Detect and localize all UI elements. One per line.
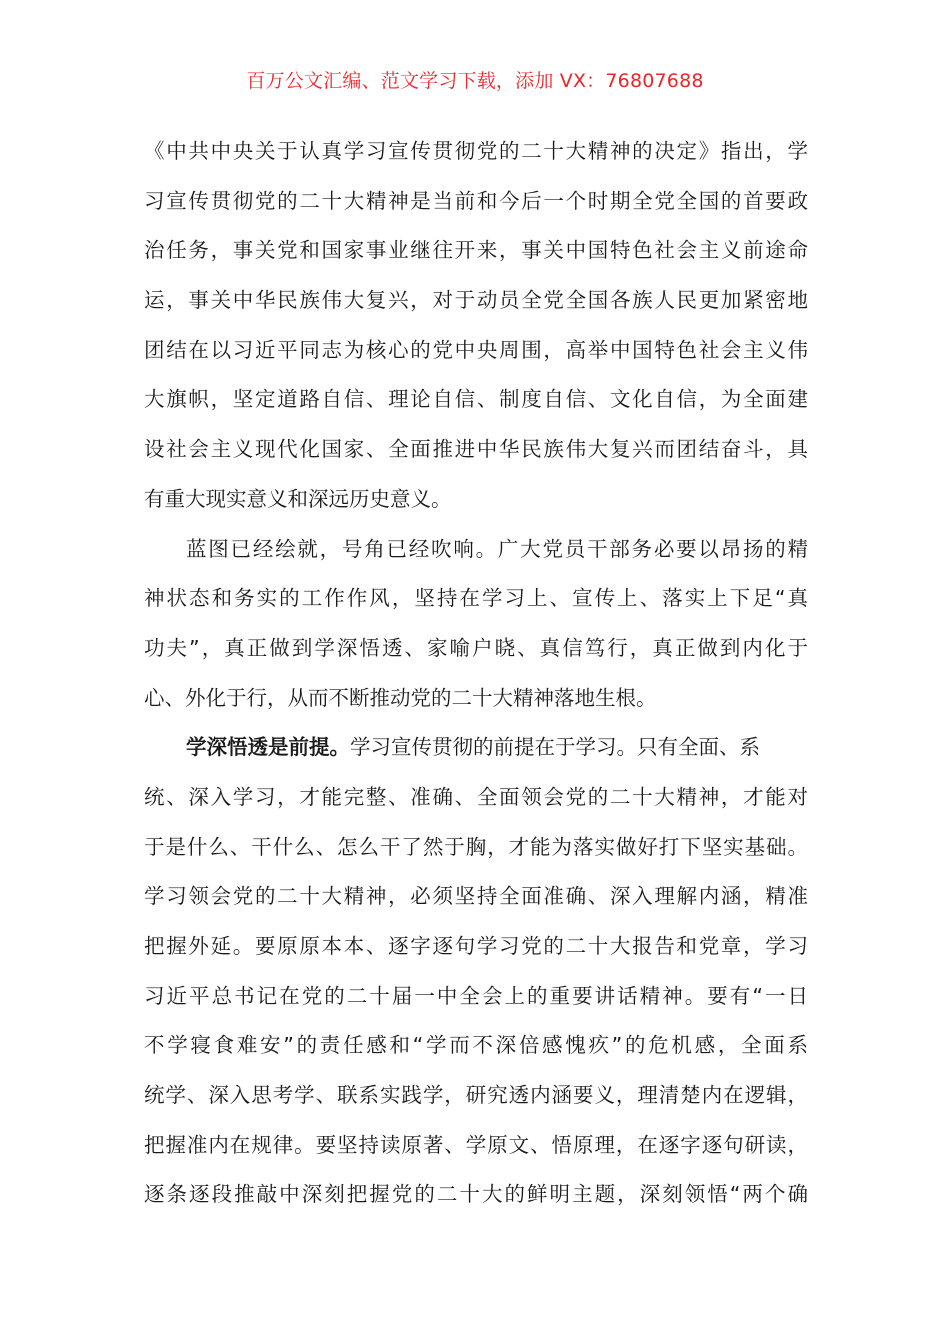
watermark-header: 百万公文汇编、范文学习下载，添加 VX：76807688 [246, 70, 704, 92]
text-line: 蓝图已经绘就，号角已经吹响。广大党员干部务必要以昂扬的精 [186, 536, 808, 561]
document-body [144, 131, 808, 1224]
text-line: 大旗帜，坚定道路自信、理论自信、制度自信、文化自信，为全面建 [144, 387, 808, 412]
text-line: 设社会主义现代化国家、全面推进中华民族伟大复兴而团结奋斗，具 [144, 437, 808, 462]
text-line: 习近平总书记在党的二十届一中全会上的重要讲话精神。要有“一日 [144, 983, 808, 1008]
paragraph-lead-heading: 学深悟透是前提。 [186, 735, 350, 760]
text-line: 把握准内在规律。要坚持读原著、学原文、悟原理，在逐字逐句研读， [144, 1132, 808, 1157]
text-line: 运，事关中华民族伟大复兴，对于动员全党全国各族人民更加紧密地 [144, 288, 808, 313]
text-line: 统、深入学习，才能完整、准确、全面领会党的二十大精神，才能对 [144, 784, 808, 809]
text-line: 统学、深入思考学、联系实践学，研究透内涵要义，理清楚内在逻辑， [144, 1083, 808, 1108]
text-line [144, 727, 808, 777]
text-line: 把握外延。要原原本本、逐字逐句学习党的二十大报告和党章，学习 [144, 934, 808, 958]
text-line: 功夫”，真正做到学深悟透、家喻户晓、真信笃行，真正做到内化于 [144, 635, 808, 660]
paragraph-lead-rest: 学习宣传贯彻的前提在于学习。只有全面、系 [350, 735, 760, 760]
paragraph-1 [144, 131, 808, 529]
text-line: 习宣传贯彻党的二十大精神是当前和今后一个时期全党全国的首要政 [144, 188, 808, 213]
paragraph-3 [144, 727, 808, 1224]
text-line: 《中共中央关于认真学习宣传贯彻党的二十大精神的决定》指出，学 [144, 139, 808, 163]
text-line: 神状态和务实的工作作风，坚持在学习上、宣传上、落实上下足“真 [144, 586, 808, 611]
paragraph-2 [144, 529, 808, 728]
text-line: 逐条逐段推敲中深刻把握党的二十大的鲜明主题，深刻领悟“两个确 [144, 1182, 808, 1207]
text-line: 不学寝食难安”的责任感和“学而不深倍感愧疚”的危机感，全面系 [144, 1033, 808, 1058]
text-line: 治任务，事关党和国家事业继往开来，事关中国特色社会主义前途命 [144, 238, 808, 263]
text-line: 于是什么、干什么、怎么干了然于胸，才能为落实做好打下坚实基础。 [144, 834, 808, 859]
text-line: 有重大现实意义和深远历史意义。 [144, 486, 452, 511]
text-line: 团结在以习近平同志为核心的党中央周围，高举中国特色社会主义伟 [144, 337, 808, 362]
text-line: 学习领会党的二十大精神，必须坚持全面准确、深入理解内涵，精准 [144, 884, 808, 909]
text-line: 心、外化于行，从而不断推动党的二十大精神落地生根。 [144, 685, 657, 710]
